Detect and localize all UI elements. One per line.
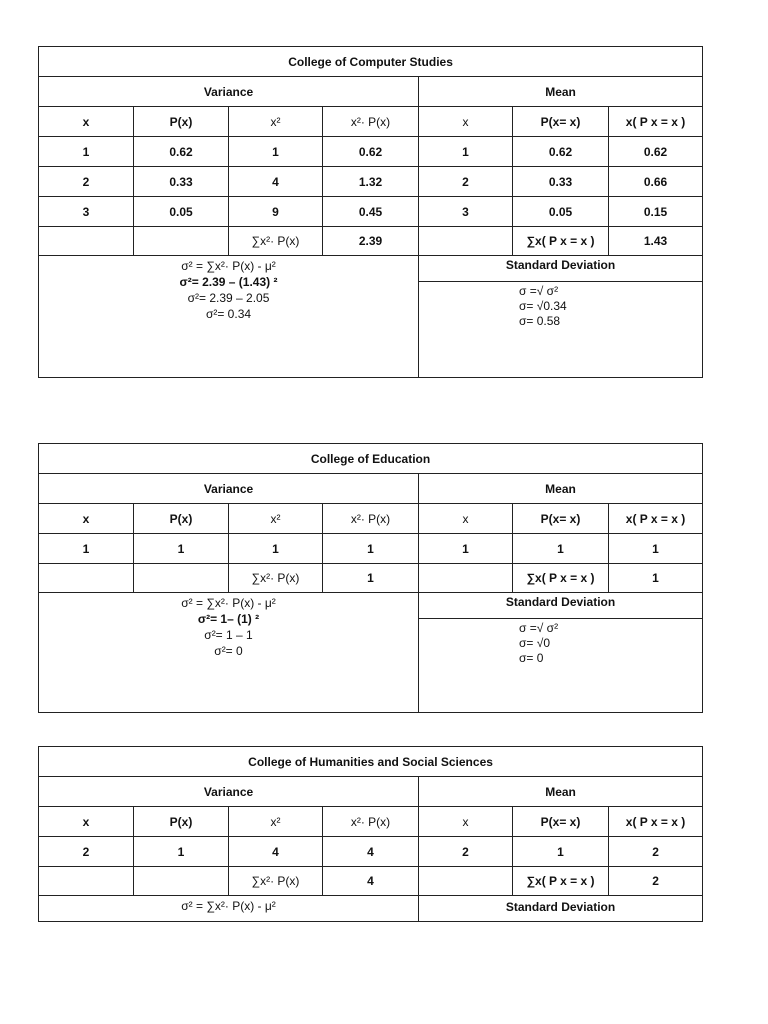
- variance-line: σ²= 1 – 1: [204, 628, 253, 642]
- col-header-x2: x²: [229, 107, 323, 137]
- col-header-x2: x²: [229, 807, 323, 837]
- sd-line: σ= √0: [519, 636, 551, 650]
- table-cell: 1: [39, 137, 134, 167]
- table-row: [39, 167, 703, 197]
- table-cell: 2: [39, 167, 134, 197]
- sd-label: Standard Deviation: [419, 256, 702, 282]
- col-header-mean-px: P(x= x): [513, 107, 609, 137]
- col-header-mean-xpx: x( P x = x ): [609, 504, 703, 534]
- variance-line: σ²= 2.39 – 2.05: [187, 291, 270, 305]
- table-row: [39, 197, 703, 227]
- table-cell: 3: [419, 197, 513, 227]
- col-header-x2px: x²· P(x): [323, 807, 419, 837]
- table-cell: 1: [513, 534, 609, 564]
- col-header-px: P(x): [134, 807, 229, 837]
- table-cell: 0.33: [513, 167, 609, 197]
- table-cell: 0.62: [513, 137, 609, 167]
- table-cell: 1: [513, 837, 609, 867]
- sd-label: Standard Deviation: [419, 593, 702, 619]
- variance-header: Variance: [39, 474, 419, 504]
- sd-line: σ= √0.34: [519, 299, 567, 313]
- table-cell: 1: [39, 534, 134, 564]
- table-computer-studies: [38, 46, 702, 378]
- sd-work: [419, 619, 702, 666]
- col-header-mean-px: P(x= x): [513, 504, 609, 534]
- sd-line: σ =√ σ²: [519, 284, 559, 298]
- sum-x2px-value: 1: [323, 564, 419, 593]
- table-cell: 1: [419, 534, 513, 564]
- variance-header: Variance: [39, 777, 419, 807]
- table-cell: 2: [419, 167, 513, 197]
- table-row: [39, 837, 703, 867]
- table-cell: 2: [609, 837, 703, 867]
- mean-header: Mean: [419, 474, 703, 504]
- table-cell: 0.33: [134, 167, 229, 197]
- variance-line: σ² = ∑x²· P(x) - μ²: [181, 259, 276, 273]
- variance-work: [39, 256, 419, 378]
- table-title: College of Humanities and Social Sciences: [39, 747, 703, 777]
- table-cell: 4: [229, 837, 323, 867]
- table-cell: 1: [609, 534, 703, 564]
- sum-x2px-label: ∑x²· P(x): [229, 564, 323, 593]
- variance-line: σ²= 0.34: [205, 307, 252, 321]
- table-cell: 1: [419, 137, 513, 167]
- col-header-x2px: x²· P(x): [323, 504, 419, 534]
- col-header-mean-x: x: [419, 504, 513, 534]
- table-cell: 0.05: [513, 197, 609, 227]
- col-header-x: x: [39, 107, 134, 137]
- variance-line: σ² = ∑x²· P(x) - μ²: [181, 899, 276, 913]
- variance-line: σ²= 0: [214, 644, 243, 658]
- mean-header: Mean: [419, 777, 703, 807]
- table-cell: 9: [229, 197, 323, 227]
- table-cell: 0.62: [134, 137, 229, 167]
- table-cell: 2: [39, 837, 134, 867]
- col-header-x2: x²: [229, 504, 323, 534]
- col-header-px: P(x): [134, 107, 229, 137]
- variance-work: [39, 593, 419, 713]
- sum-row: [39, 227, 703, 256]
- sum-xpx-label: ∑x( P x = x ): [513, 564, 609, 593]
- col-header-px: P(x): [134, 504, 229, 534]
- sum-x2px-label: ∑x²· P(x): [229, 867, 323, 896]
- table-cell: 0.62: [323, 137, 419, 167]
- table-cell: 0.15: [609, 197, 703, 227]
- table-title: College of Computer Studies: [39, 47, 703, 77]
- sd-line: σ= 0: [519, 651, 544, 665]
- col-header-mean-x: x: [419, 107, 513, 137]
- table-title: College of Education: [39, 444, 703, 474]
- sum-xpx-value: 1.43: [609, 227, 703, 256]
- col-header-x: x: [39, 504, 134, 534]
- standard-deviation-panel: [419, 256, 703, 378]
- col-header-mean-px: P(x= x): [513, 807, 609, 837]
- col-header-mean-xpx: x( P x = x ): [609, 107, 703, 137]
- column-headers: [39, 807, 703, 837]
- sum-x2px-value: 2.39: [323, 227, 419, 256]
- table-row: [39, 137, 703, 167]
- column-headers: [39, 107, 703, 137]
- table-cell: 1: [229, 534, 323, 564]
- standard-deviation-panel: [419, 593, 703, 713]
- table-cell: 0.45: [323, 197, 419, 227]
- table-cell: 1: [134, 837, 229, 867]
- sum-xpx-value: 2: [609, 867, 703, 896]
- sum-xpx-label: ∑x( P x = x ): [513, 867, 609, 896]
- table-cell: 0.66: [609, 167, 703, 197]
- table-cell: 0.62: [609, 137, 703, 167]
- sd-label: Standard Deviation: [505, 900, 616, 914]
- col-header-x: x: [39, 807, 134, 837]
- sum-row: [39, 564, 703, 593]
- sum-xpx-label: ∑x( P x = x ): [513, 227, 609, 256]
- table-humanities: [38, 746, 702, 922]
- variance-line: σ²= 1– (1) ²: [197, 612, 260, 626]
- sum-xpx-value: 1: [609, 564, 703, 593]
- column-headers: [39, 504, 703, 534]
- mean-header: Mean: [419, 77, 703, 107]
- table-cell: 1.32: [323, 167, 419, 197]
- table-cell: 1: [323, 534, 419, 564]
- col-header-mean-xpx: x( P x = x ): [609, 807, 703, 837]
- col-header-x2px: x²· P(x): [323, 107, 419, 137]
- table-cell: 1: [134, 534, 229, 564]
- table-cell: 1: [229, 137, 323, 167]
- sd-line: σ =√ σ²: [519, 621, 559, 635]
- sum-x2px-label: ∑x²· P(x): [229, 227, 323, 256]
- sd-line: σ= 0.58: [519, 314, 561, 328]
- table-cell: 3: [39, 197, 134, 227]
- variance-header: Variance: [39, 77, 419, 107]
- variance-work: [39, 896, 419, 922]
- table-education: [38, 443, 702, 713]
- variance-line: σ² = ∑x²· P(x) - μ²: [181, 596, 276, 610]
- standard-deviation-panel: [419, 896, 703, 922]
- table-cell: 4: [229, 167, 323, 197]
- table-cell: 0.05: [134, 197, 229, 227]
- table-row: [39, 534, 703, 564]
- variance-line: σ²= 2.39 – (1.43) ²: [179, 275, 278, 289]
- sum-x2px-value: 4: [323, 867, 419, 896]
- sd-work: [419, 282, 702, 329]
- sum-row: [39, 867, 703, 896]
- table-cell: 2: [419, 837, 513, 867]
- col-header-mean-x: x: [419, 807, 513, 837]
- table-cell: 4: [323, 837, 419, 867]
